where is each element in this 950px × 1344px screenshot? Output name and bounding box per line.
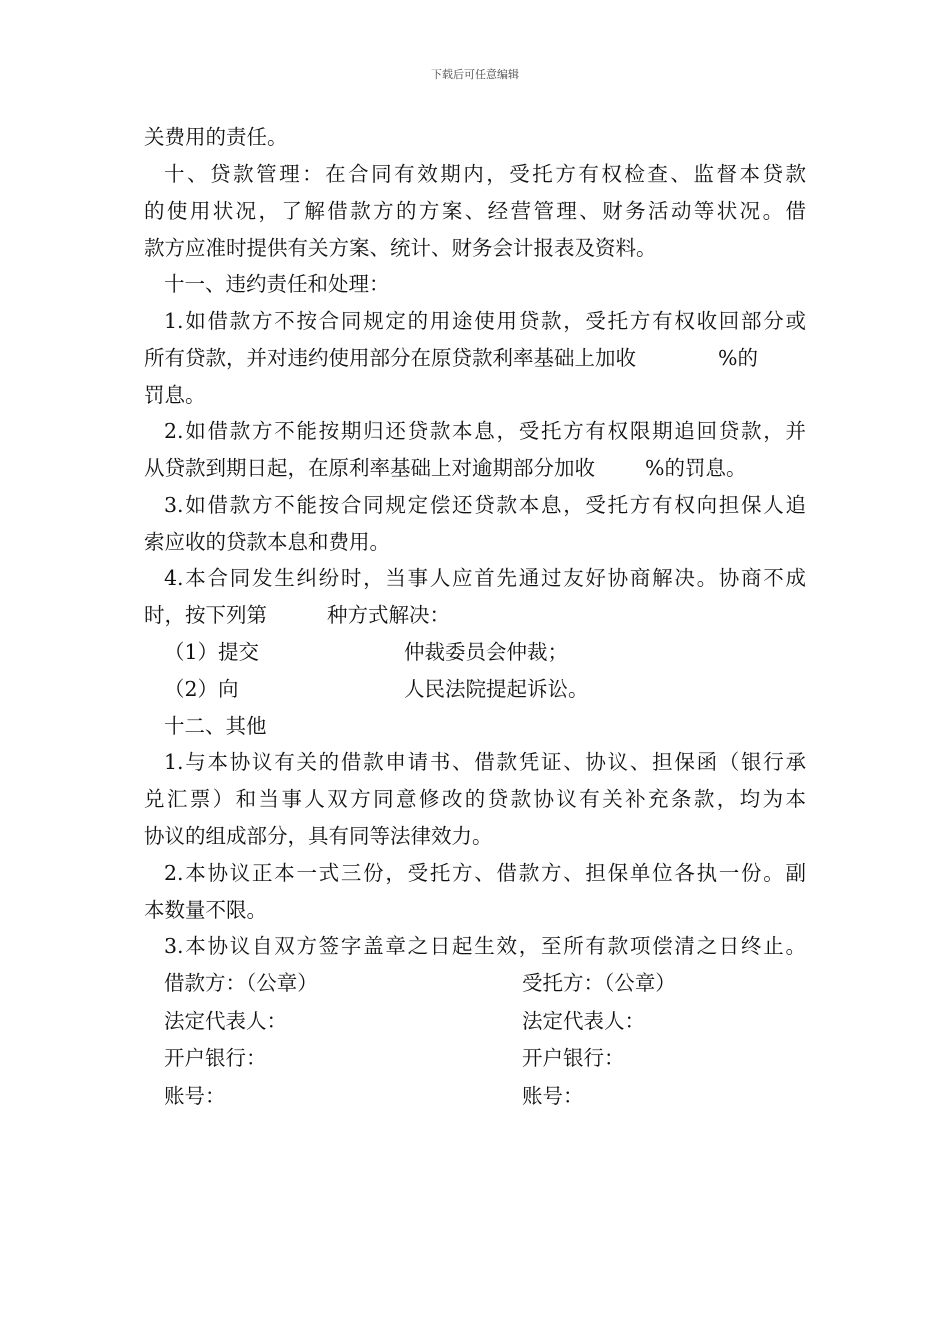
clause-11-4-line: 4.本合同发生纠纷时，当事人应首先通过友好协商解决。协商不成	[164, 566, 806, 590]
option-1	[164, 639, 259, 665]
clause-11-1-line: 罚息。	[144, 383, 206, 407]
clause-text: 时，按下列第	[144, 603, 267, 627]
option-2-suffix: 人民法院提起诉讼。	[404, 677, 589, 701]
clause-11-3-line: 3.如借款方不能按合同规定偿还贷款本息，受托方有权向担保人追	[164, 493, 806, 517]
clause-text: 种方式解决：	[327, 603, 450, 627]
signature-account-left: 账号：	[164, 1084, 226, 1108]
section-10-line: 的使用状况，了解借款方的方案、经营管理、财务活动等状况。借	[144, 199, 806, 223]
signature-account-right: 账号：	[522, 1084, 584, 1108]
option-text: （1）提交	[164, 640, 260, 664]
signature-borrower: 借款方：（公章）	[164, 971, 318, 995]
section-11-heading: 十一、违约责任和处理：	[164, 272, 390, 296]
page-header: 下载后可任意编辑	[431, 68, 519, 81]
clause-11-2-line	[144, 455, 746, 481]
clause-11-3-line: 索应收的贷款本息和费用。	[144, 530, 390, 554]
signature-bank-right: 开户银行：	[522, 1046, 625, 1070]
percent-suffix: %的罚息。	[645, 456, 747, 480]
clause-12-2-line: 本数量不限。	[144, 898, 267, 922]
percent-suffix: %的	[718, 346, 758, 370]
section-10-line: 款方应准时提供有关方案、统计、财务会计报表及资料。	[144, 236, 657, 260]
option-2	[164, 676, 239, 702]
clause-text: 从贷款到期日起，在原利率基础上对逾期部分加收	[144, 456, 595, 480]
clause-12-1-line: 协议的组成部分，具有同等法律效力。	[144, 824, 493, 848]
signature-legal-rep-right: 法定代表人：	[522, 1009, 645, 1033]
clause-11-4-line	[144, 602, 450, 628]
clause-12-1-line: 1.与本协议有关的借款申请书、借款凭证、协议、担保函（银行承	[164, 750, 806, 774]
signature-legal-rep-left: 法定代表人：	[164, 1009, 287, 1033]
section-12-heading: 十二、其他	[164, 714, 267, 738]
paragraph-line: 关费用的责任。	[144, 125, 288, 149]
section-10-line: 十、贷款管理：在合同有效期内，受托方有权检查、监督本贷款	[164, 162, 806, 186]
clause-12-3-line: 3.本协议自双方签字盖章之日起生效，至所有款项偿清之日终止。	[164, 934, 806, 958]
signature-trustee: 受托方：（公章）	[522, 971, 676, 995]
clause-11-1-line: 1.如借款方不按合同规定的用途使用贷款，受托方有权收回部分或	[164, 309, 806, 333]
option-text: （2）向	[164, 677, 239, 701]
option-1-suffix: 仲裁委员会仲裁；	[404, 640, 568, 664]
clause-text: 所有贷款，并对违约使用部分在原贷款利率基础上加收	[144, 346, 636, 370]
clause-11-1-line	[144, 345, 758, 371]
clause-12-1-line: 兑汇票）和当事人双方同意修改的贷款协议有关补充条款，均为本	[144, 787, 806, 811]
clause-12-2-line: 2.本协议正本一式三份，受托方、借款方、担保单位各执一份。副	[164, 861, 806, 885]
clause-11-2-line: 2.如借款方不能按期归还贷款本息，受托方有权限期追回贷款，并	[164, 419, 806, 443]
signature-bank-left: 开户银行：	[164, 1046, 267, 1070]
